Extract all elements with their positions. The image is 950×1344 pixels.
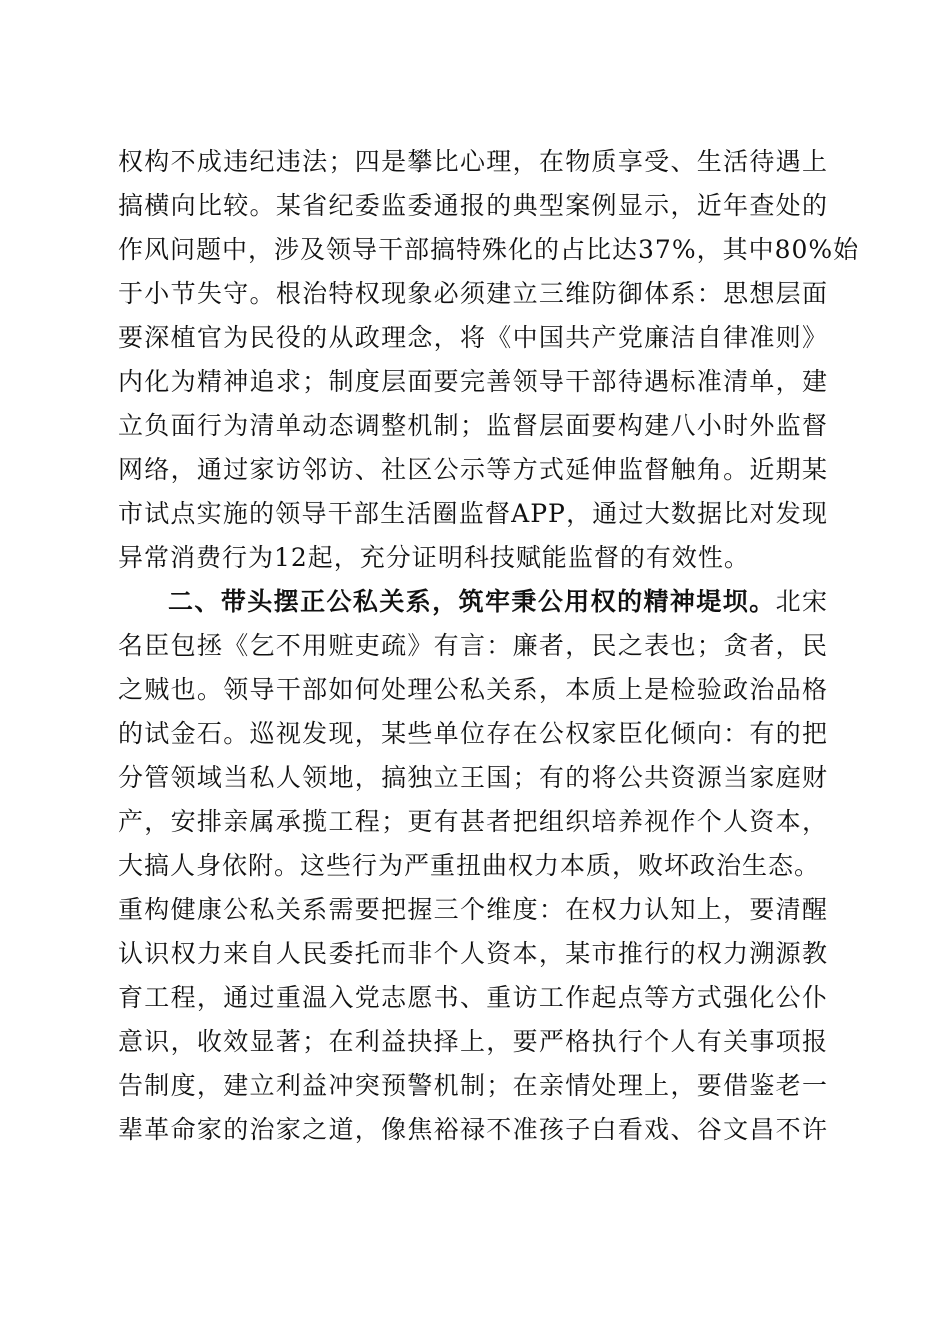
text-line: 市试点实施的领导干部生活圈监督APP，通过大数据比对发现 — [118, 499, 828, 528]
paragraph-2 — [118, 580, 828, 1152]
text-line: 大搞人身依附。这些行为严重扭曲权力本质，败坏政治生态。 — [118, 851, 821, 880]
text-line: 名臣包拯《乞不用赃吏疏》有言：廉者，民之表也；贪者，民 — [118, 631, 828, 660]
text-line: 要深植官为民役的从政理念，将《中国共产党廉洁自律准则》 — [118, 323, 828, 352]
heading-line — [118, 580, 828, 624]
text-line: 权构不成违纪违法；四是攀比心理，在物质享受、生活待遇上 — [118, 147, 828, 176]
section-heading: 二、带头摆正公私关系，筑牢秉公用权的精神堤坝。 — [168, 587, 776, 616]
heading-line-rest: 北宋 — [775, 587, 828, 616]
text-line: 于小节失守。根治特权现象必须建立三维防御体系：思想层面 — [118, 279, 828, 308]
text-line: 的试金石。巡视发现，某些单位存在公权家臣化倾向：有的把 — [118, 719, 828, 748]
text-line: 立负面行为清单动态调整机制；监督层面要构建八小时外监督 — [118, 411, 828, 440]
text-line: 作风问题中，涉及领导干部搞特殊化的占比达37%，其中80%始 — [118, 235, 860, 264]
text-line: 育工程，通过重温入党志愿书、重访工作起点等方式强化公仆 — [118, 983, 828, 1012]
text-line: 产，安排亲属承揽工程；更有甚者把组织培养视作个人资本， — [118, 807, 828, 836]
document-body — [118, 140, 860, 1152]
text-line: 重构健康公私关系需要把握三个维度：在权力认知上，要清醒 — [118, 895, 828, 924]
text-line: 网络，通过家访邻访、社区公示等方式延伸监督触角。近期某 — [118, 455, 828, 484]
text-line: 认识权力来自人民委托而非个人资本，某市推行的权力溯源教 — [118, 939, 828, 968]
paragraph-1 — [118, 140, 860, 580]
text-line: 内化为精神追求；制度层面要完善领导干部待遇标准清单，建 — [118, 367, 828, 396]
text-line: 之贼也。领导干部如何处理公私关系，本质上是检验政治品格 — [118, 675, 828, 704]
text-line: 分管领域当私人领地，搞独立王国；有的将公共资源当家庭财 — [118, 763, 828, 792]
text-line: 异常消费行为12起，充分证明科技赋能监督的有效性。 — [118, 543, 750, 572]
text-line: 告制度，建立利益冲突预警机制；在亲情处理上，要借鉴老一 — [118, 1071, 828, 1100]
text-line: 辈革命家的治家之道，像焦裕禄不准孩子白看戏、谷文昌不许 — [118, 1115, 828, 1144]
text-line: 搞横向比较。某省纪委监委通报的典型案例显示，近年查处的 — [118, 191, 828, 220]
text-line: 意识，收效显著；在利益抉择上，要严格执行个人有关事项报 — [118, 1027, 828, 1056]
